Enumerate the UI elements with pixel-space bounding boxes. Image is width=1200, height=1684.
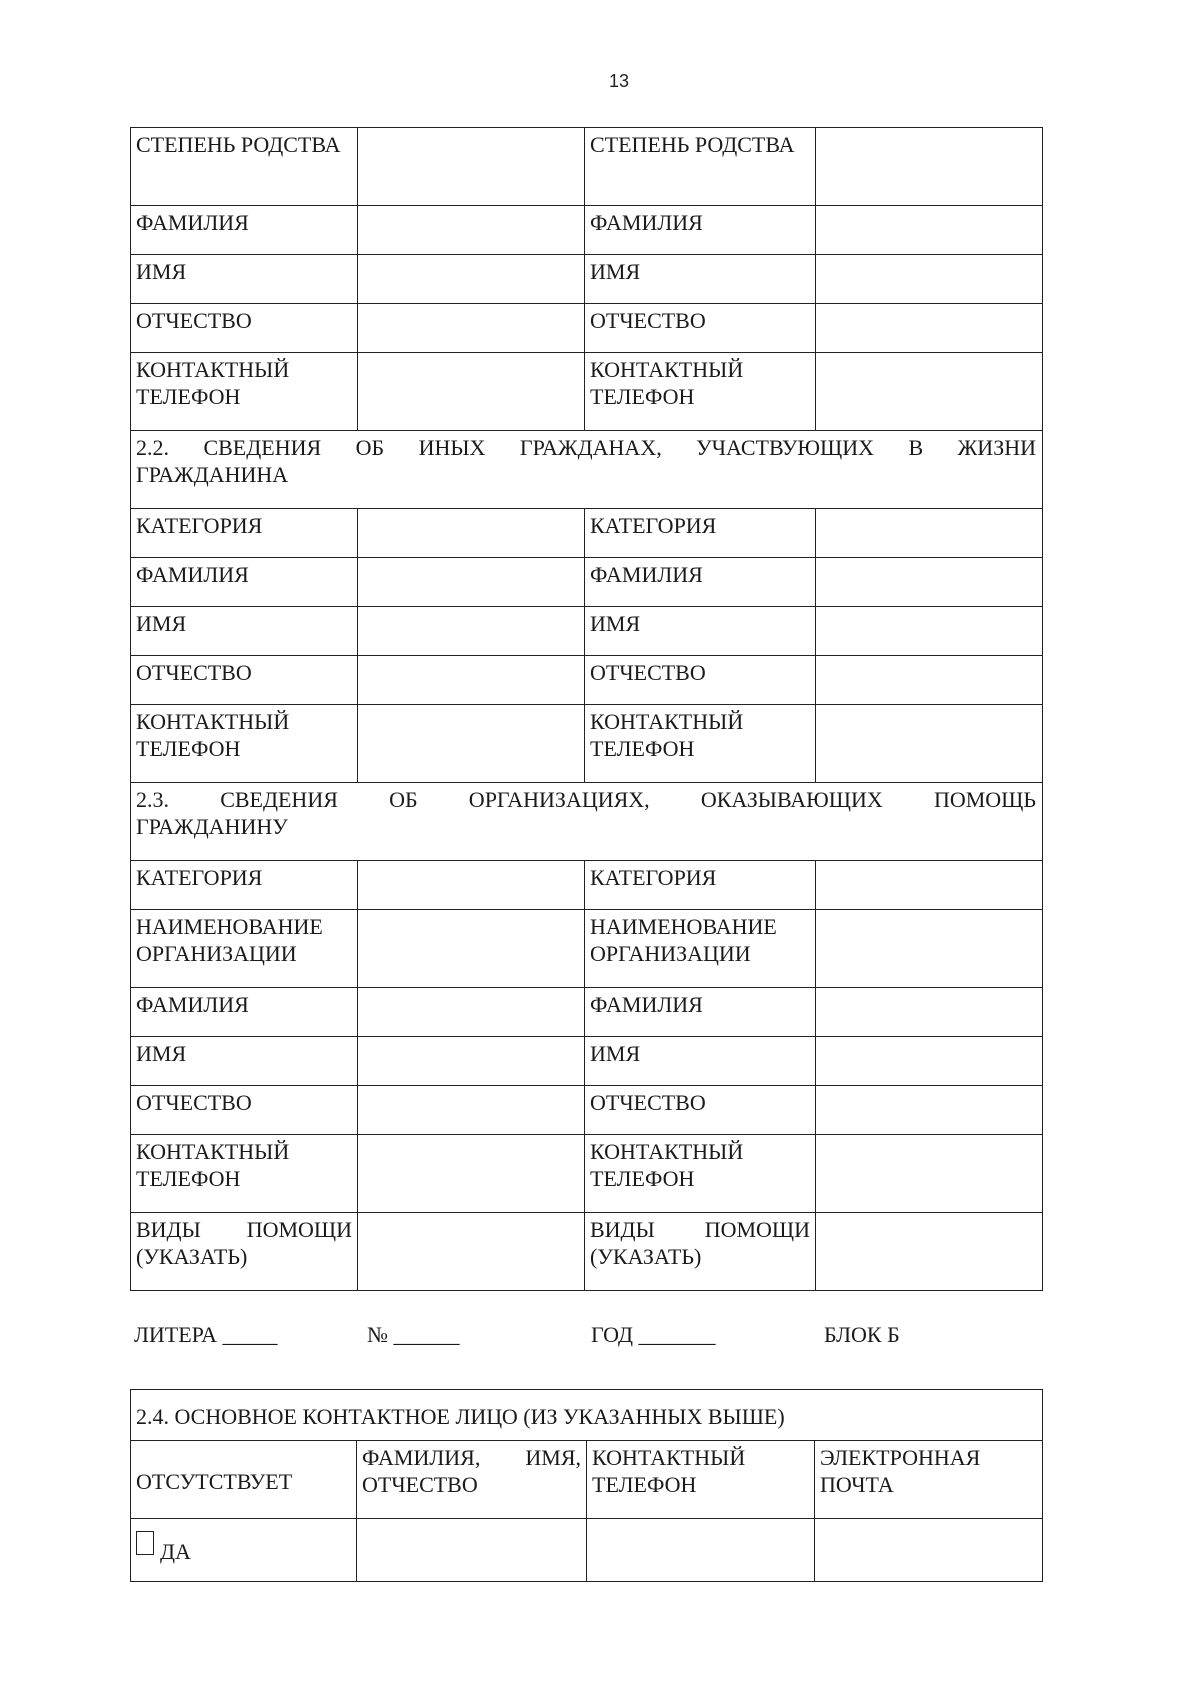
surname-field-left[interactable]: [358, 558, 585, 607]
relation-degree-label: СТЕПЕНЬ РОДСТВА: [585, 128, 816, 206]
help-types-field-left[interactable]: [358, 1213, 585, 1291]
email-column-header: ЭЛЕКТРОННАЯ ПОЧТА: [815, 1441, 1043, 1519]
table-row: [131, 656, 1043, 705]
surname-field-right[interactable]: [816, 206, 1043, 255]
section-2-4-title: 2.4. ОСНОВНОЕ КОНТАКТНОЕ ЛИЦО (ИЗ УКАЗАННЫХ ВЫШЕ): [131, 1390, 1043, 1441]
table-row: [131, 1441, 1043, 1519]
category-label: КАТЕГОРИЯ: [131, 861, 358, 910]
name-label: ИМЯ: [131, 1037, 358, 1086]
phone-label: КОНТАКТНЫЙ ТЕЛЕФОН: [131, 705, 358, 783]
section-2-2-title: [131, 431, 1043, 509]
relation-degree-field-left[interactable]: [358, 128, 585, 206]
name-field-left[interactable]: [358, 1037, 585, 1086]
section-2-3-title-line2: ГРАЖДАНИНУ: [136, 814, 288, 839]
phone-field-left[interactable]: [358, 353, 585, 431]
table-row: [131, 509, 1043, 558]
page-number: 13: [608, 71, 630, 91]
year-field[interactable]: ГОД _______: [591, 1322, 716, 1347]
organization-name-field-left[interactable]: [358, 910, 585, 988]
section-2-3-title: [131, 783, 1043, 861]
help-types-label: ВИДЫ ПОМОЩИ (УКАЗАТЬ): [585, 1213, 816, 1291]
table-row: [131, 1213, 1043, 1291]
table-row: [131, 861, 1043, 910]
phone-field[interactable]: [587, 1519, 815, 1582]
patronymic-field-left[interactable]: [358, 304, 585, 353]
organization-name-label: НАИМЕНОВАНИЕ ОРГАНИЗАЦИИ: [131, 910, 358, 988]
patronymic-field-left[interactable]: [358, 1086, 585, 1135]
category-field-left[interactable]: [358, 509, 585, 558]
patronymic-label: ОТЧЕСТВО: [131, 656, 358, 705]
name-field-left[interactable]: [358, 255, 585, 304]
section-2-2-title-line2: ГРАЖДАНИНА: [136, 462, 289, 487]
patronymic-label: ОТЧЕСТВО: [131, 304, 358, 353]
document-code-line: [134, 1318, 1034, 1352]
table-row: [131, 206, 1043, 255]
relation-degree-label: СТЕПЕНЬ РОДСТВА: [131, 128, 358, 206]
name-label: ИМЯ: [585, 1037, 816, 1086]
help-types-label: ВИДЫ ПОМОЩИ (УКАЗАТЬ): [131, 1213, 358, 1291]
table-row: [131, 1086, 1043, 1135]
name-field-right[interactable]: [816, 255, 1043, 304]
patronymic-field-right[interactable]: [816, 1086, 1043, 1135]
block-label: БЛОК Б: [824, 1322, 900, 1347]
phone-field-left[interactable]: [358, 705, 585, 783]
surname-label: ФАМИЛИЯ: [585, 206, 816, 255]
main-contact-table: [130, 1389, 1043, 1582]
name-label: ИМЯ: [131, 607, 358, 656]
table-row: [131, 558, 1043, 607]
surname-label: ФАМИЛИЯ: [131, 206, 358, 255]
relation-degree-field-right[interactable]: [816, 128, 1043, 206]
category-label: КАТЕГОРИЯ: [131, 509, 358, 558]
table-row: [131, 910, 1043, 988]
yes-checkbox-label: ДА: [160, 1539, 191, 1564]
patronymic-label: ОТЧЕСТВО: [585, 304, 816, 353]
name-field-right[interactable]: [816, 1037, 1043, 1086]
category-field-right[interactable]: [816, 861, 1043, 910]
table-row: [131, 353, 1043, 431]
surname-label: ФАМИЛИЯ: [585, 558, 816, 607]
category-label: КАТЕГОРИЯ: [585, 861, 816, 910]
phone-field-right[interactable]: [816, 353, 1043, 431]
phone-label: КОНТАКТНЫЙ ТЕЛЕФОН: [131, 353, 358, 431]
patronymic-field-right[interactable]: [816, 656, 1043, 705]
surname-label: ФАМИЛИЯ: [131, 988, 358, 1037]
name-label: ИМЯ: [585, 255, 816, 304]
full-name-field[interactable]: [357, 1519, 587, 1582]
table-row: [131, 705, 1043, 783]
table-row: [131, 607, 1043, 656]
name-field-left[interactable]: [358, 607, 585, 656]
phone-column-header: КОНТАКТНЫЙ ТЕЛЕФОН: [587, 1441, 815, 1519]
table-row: [131, 255, 1043, 304]
section-2-3-title-line1: 2.3. СВЕДЕНИЯ ОБ ОРГАНИЗАЦИЯХ, ОКАЗЫВАЮЩИХ ПОМОЩЬ: [136, 787, 1036, 812]
category-field-left[interactable]: [358, 861, 585, 910]
phone-label: КОНТАКТНЫЙ ТЕЛЕФОН: [131, 1135, 358, 1213]
patronymic-label: ОТЧЕСТВО: [585, 1086, 816, 1135]
category-field-right[interactable]: [816, 509, 1043, 558]
patronymic-label: ОТЧЕСТВО: [131, 1086, 358, 1135]
surname-label: ФАМИЛИЯ: [585, 988, 816, 1037]
phone-field-left[interactable]: [358, 1135, 585, 1213]
email-field[interactable]: [815, 1519, 1043, 1582]
phone-label: КОНТАКТНЫЙ ТЕЛЕФОН: [585, 353, 816, 431]
table-row: [131, 1135, 1043, 1213]
phone-label: КОНТАКТНЫЙ ТЕЛЕФОН: [585, 705, 816, 783]
table-row: [131, 1037, 1043, 1086]
number-field[interactable]: № ______: [367, 1322, 460, 1347]
section-header-row: [131, 783, 1043, 861]
table-row: [131, 988, 1043, 1037]
section-2-2-title-line1: 2.2. СВЕДЕНИЯ ОБ ИНЫХ ГРАЖДАНАХ, УЧАСТВУЮЩИХ В ЖИЗНИ: [136, 435, 1036, 460]
organization-name-field-right[interactable]: [816, 910, 1043, 988]
table-row: [131, 128, 1043, 206]
full-name-column-header: ФАМИЛИЯ, ИМЯ, ОТЧЕСТВО: [357, 1441, 587, 1519]
surname-field-left[interactable]: [358, 988, 585, 1037]
litera-field[interactable]: ЛИТЕРА _____: [134, 1322, 278, 1347]
section-header-row: [131, 1390, 1043, 1441]
relatives-and-organizations-table: [130, 127, 1043, 1291]
name-label: ИМЯ: [131, 255, 358, 304]
patronymic-field-right[interactable]: [816, 304, 1043, 353]
absent-column-header: ОТСУТСТВУЕТ: [131, 1441, 357, 1519]
surname-label: ФАМИЛИЯ: [131, 558, 358, 607]
surname-field-left[interactable]: [358, 206, 585, 255]
patronymic-field-left[interactable]: [358, 656, 585, 705]
patronymic-label: ОТЧЕСТВО: [585, 656, 816, 705]
category-label: КАТЕГОРИЯ: [585, 509, 816, 558]
organization-name-label: НАИМЕНОВАНИЕ ОРГАНИЗАЦИИ: [585, 910, 816, 988]
section-header-row: [131, 431, 1043, 509]
table-row: [131, 304, 1043, 353]
phone-label: КОНТАКТНЫЙ ТЕЛЕФОН: [585, 1135, 816, 1213]
table-row: [131, 1519, 1043, 1582]
phone-field-right[interactable]: [816, 705, 1043, 783]
absent-cell: [131, 1519, 357, 1582]
help-types-field-right[interactable]: [816, 1213, 1043, 1291]
phone-field-right[interactable]: [816, 1135, 1043, 1213]
name-field-right[interactable]: [816, 607, 1043, 656]
surname-field-right[interactable]: [816, 988, 1043, 1037]
surname-field-right[interactable]: [816, 558, 1043, 607]
yes-checkbox[interactable]: [136, 1531, 154, 1555]
name-label: ИМЯ: [585, 607, 816, 656]
